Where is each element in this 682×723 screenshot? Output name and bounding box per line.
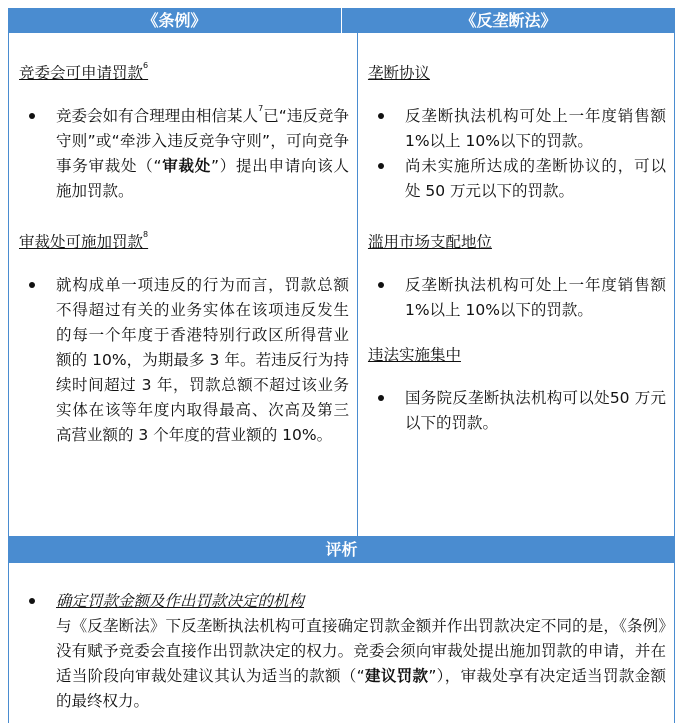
list-item: 反垄断执法机构可处上一年度销售额 1%以上 10%以下的罚款。 xyxy=(368,104,666,154)
left-column-title: 《条例》 xyxy=(142,11,207,30)
list-item: 竞委会如有合理理由相信某人$^7$已“违反竞争守则”或“牵涉入违反竞争守则”，可向竞争事务审裁处（“审裁处”）提出申请向该人施加罚款。 xyxy=(19,104,349,204)
list-item: 尚未实施所达成的垄断协议的，可以处 50 万元以下的罚款。 xyxy=(368,154,666,204)
analysis-header: 评析 xyxy=(8,536,675,563)
list-item: 反垄断执法机构可处上一年度销售额 1%以上 10%以下的罚款。 xyxy=(368,273,666,323)
bullet-icon xyxy=(378,282,384,288)
bullet-icon xyxy=(378,163,384,169)
analysis-body xyxy=(8,563,675,723)
bullet-icon xyxy=(378,395,384,401)
bullet-icon xyxy=(378,113,384,119)
section-heading-monopoly-agreement: 垄断协议 xyxy=(367,64,430,82)
right-column-title: 《反垄断法》 xyxy=(341,8,675,33)
footnote-ref: 6 xyxy=(143,61,149,70)
list-item: 就构成单一项违反的行为而言，罚款总额不得超过有关的业务实体在该项违反发生的每一个年度于香港特别行政区所得营业额的 10%，为期最多 3 年。若违反行为持续时间超过 3 年，罚款总额不超过该业务实体在该等年度内取得最高、次高及第三高营业额的 3 个年度的营业额的 10%。 xyxy=(19,273,349,448)
bullet-icon xyxy=(29,113,35,119)
analysis-subheading: 确定罚款金额及作出罚款决定的机构 xyxy=(56,592,305,610)
ordinance-column xyxy=(9,33,358,536)
comparison-table xyxy=(8,8,675,723)
list-item: 确定罚款金额及作出罚款决定的机构 与《反垄断法》下反垄断执法机构可直接确定罚款金额并作出罚款决定不同的是，《条例》没有赋予竞委会直接作出罚款决定的权力。竞委会须向审裁处提出施加罚款的申请，并在适当阶段向审裁处建议其认为适当的款额（“建议罚款”），审裁处享有决定适当罚款金额的最终权力。 xyxy=(19,589,666,714)
table-header xyxy=(8,8,675,33)
section-heading-tribunal-impose: 审裁处可施加罚款$^8$ xyxy=(19,230,149,251)
table-body xyxy=(8,33,675,536)
footnote-ref: 7 xyxy=(258,104,264,113)
bullet-icon xyxy=(29,282,35,288)
bullet-icon xyxy=(29,598,35,604)
footnote-ref: 8 xyxy=(143,230,149,239)
list-item: 国务院反垄断执法机构可以处50 万元以下的罚款。 xyxy=(368,386,666,436)
section-heading-dominance-abuse: 滥用市场支配地位 xyxy=(367,233,492,251)
antimonopoly-column xyxy=(358,33,674,536)
section-heading-illegal-concentration: 违法实施集中 xyxy=(367,346,461,364)
section-heading-commission-apply: 竞委会可申请罚款$^6$ xyxy=(19,61,149,82)
